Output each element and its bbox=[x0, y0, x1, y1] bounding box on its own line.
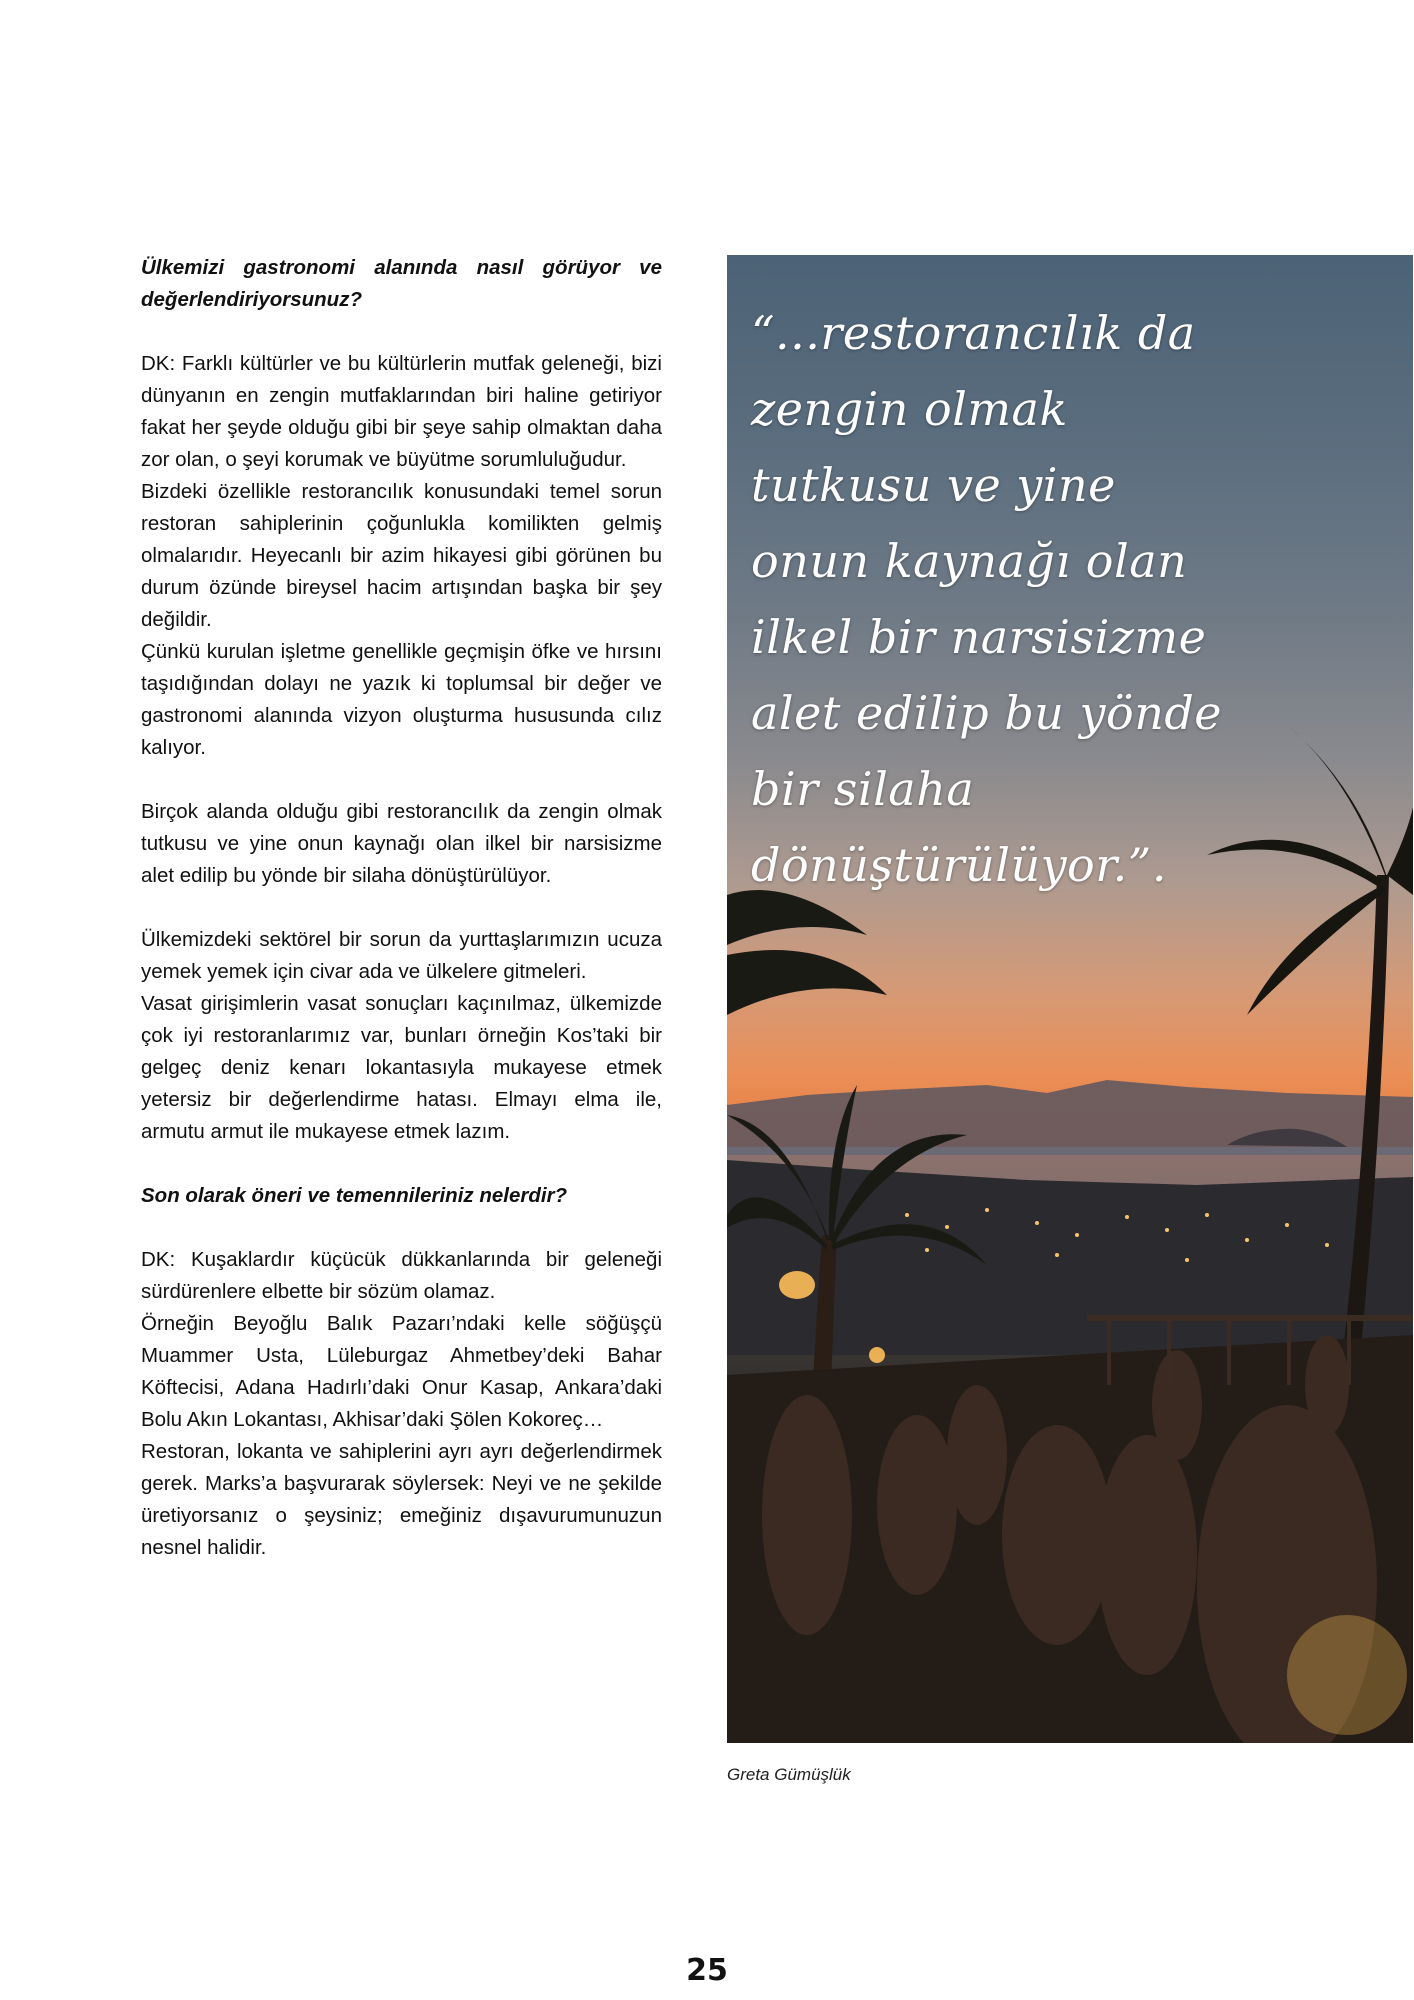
pull-quote-line: dönüştürülüyor.”. bbox=[751, 838, 1167, 892]
article-column bbox=[141, 252, 662, 1564]
interview-answer: DK: Kuşaklardır küçücük dükkanlarında bir geleneği sürdürenlere elbette bir sözüm olamaz. bbox=[141, 1248, 662, 1303]
interview-answer: Ülkemizdeki sektörel bir sorun da yurttaşlarımızın ucuza yemek yemek için civar ada ve ülkelere gitmeleri. bbox=[141, 928, 662, 983]
interview-answer: Birçok alanda olduğu gibi restorancılık da zengin olmak tutkusu ve yine onun kaynağı olan ilkel bir narsisizme alet edilip bu yönde bir silaha dönüştürülüyor. bbox=[141, 800, 662, 887]
paragraph-gap bbox=[141, 892, 662, 924]
interview-question: Ülkemizi gastronomi alanında nasıl görüyor ve değerlendiriyorsunuz? bbox=[141, 256, 662, 311]
interview-answer: DK: Farklı kültürler ve bu kültürlerin mutfak geleneği, bizi dünyanın en zengin mutfaklarından biri haline getiriyor fakat her şeyde olduğu gibi bir şeye sahip olmaktan daha zor olan, o şeyi korumak ve büyütme sorumluluğudur. bbox=[141, 352, 662, 471]
pull-quote-line: onun kaynağı olan bbox=[751, 534, 1188, 588]
pull-quote-line: tutkusu ve yine bbox=[751, 458, 1116, 512]
page-number: 25 bbox=[686, 1953, 728, 1988]
interview-answer: Çünkü kurulan işletme genellikle geçmişin öfke ve hırsını taşıdığından dolayı ne yazık ki toplumsal bir değer ve gastronomi alanında vizyon oluşturma hususunda cılız kalıyor. bbox=[141, 640, 662, 759]
paragraph-gap bbox=[141, 316, 662, 348]
interview-question: Son olarak öneri ve temennileriniz nelerdir? bbox=[141, 1184, 568, 1207]
paragraph-gap bbox=[141, 764, 662, 796]
restaurant-photo bbox=[727, 255, 1413, 1743]
pull-quote-line: bir silaha bbox=[751, 762, 975, 816]
pull-quote-line: ilkel bir narsisizme bbox=[751, 610, 1207, 664]
interview-answer: Bizdeki özellikle restorancılık konusundaki temel sorun restoran sahiplerinin çoğunlukla komilikten gelmiş olmalarıdır. Heyecanlı bir azim hikayesi gibi görünen bu durum özünde bireysel hacim artışından başka bir şey değildir. bbox=[141, 480, 662, 631]
interview-answer: Örneğin Beyoğlu Balık Pazarı’ndaki kelle söğüşçü Muammer Usta, Lüleburgaz Ahmetbey’deki Bahar Köftecisi, Adana Hadırlı’daki Onur Kasap, Ankara’daki Bolu Akın Lokantası, Akhisar’daki Şölen Kokoreç… bbox=[141, 1312, 662, 1431]
photo-caption: Greta Gümüşlük bbox=[727, 1765, 851, 1784]
interview-answer: Vasat girişimlerin vasat sonuçları kaçınılmaz, ülkemizde çok iyi restoranlarımız var, bunları örneğin Kos’taki bir gelgeç deniz kenarı lokantasıyla mukayese etmek yetersiz bir değerlendirme hatası. Elmayı elma ile, armutu armut ile mukayese etmek lazım. bbox=[141, 992, 662, 1143]
pull-quote-line: “...restorancılık da bbox=[751, 306, 1196, 360]
pull-quote bbox=[751, 295, 1401, 903]
paragraph-gap bbox=[141, 1148, 662, 1180]
pull-quote-line: zengin olmak bbox=[751, 382, 1068, 436]
paragraph-gap bbox=[141, 1212, 662, 1244]
pull-quote-line: alet edilip bu yönde bbox=[751, 686, 1223, 740]
interview-answer: Restoran, lokanta ve sahiplerini ayrı ayrı değerlendirmek gerek. Marks’a başvurarak söylersek: Neyi ve ne şekilde üretiyorsanız o şeysiniz; emeğiniz dışavurumunuzun nesnel halidir. bbox=[141, 1440, 662, 1559]
